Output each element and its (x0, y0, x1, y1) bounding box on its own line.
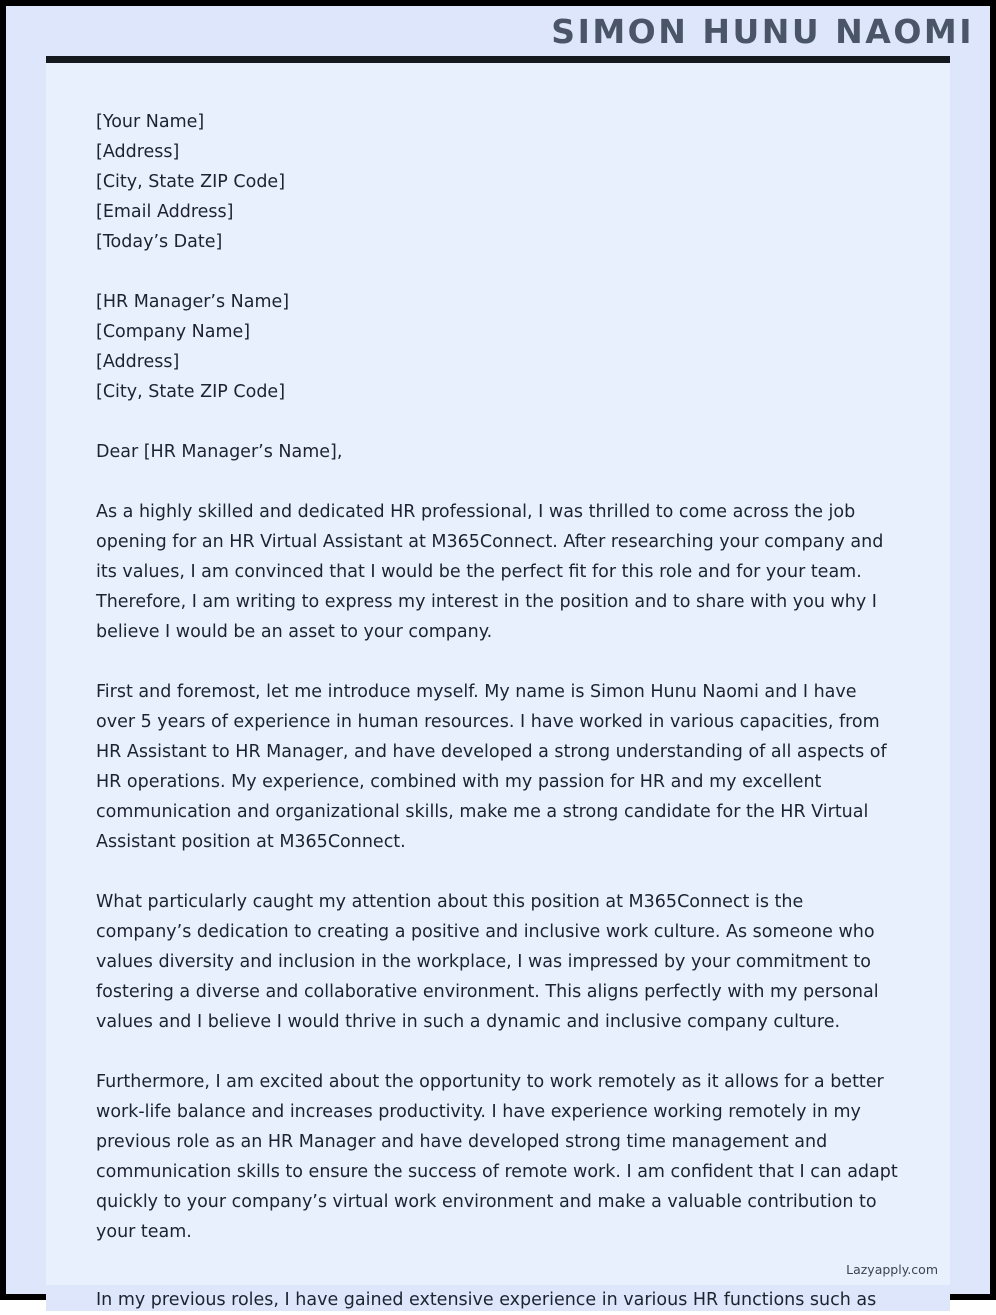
spacer (96, 257, 900, 287)
sender-line: [Address] (96, 142, 180, 162)
recipient-line: [HR Manager’s Name] (96, 292, 290, 312)
salutation: Dear [HR Manager’s Name], (96, 442, 343, 462)
paragraph-continued: In my previous roles, I have gained extensive experience in various HR functions such as (96, 1290, 877, 1310)
overflow-text-region (46, 1285, 950, 1311)
header-divider (46, 56, 950, 63)
recipient-line: [City, State ZIP Code] (96, 382, 286, 402)
recipient-line: [Company Name] (96, 322, 251, 342)
paragraph: As a highly skilled and dedicated HR professional, I was thrilled to come across the job opening for an HR Virtual Assistant at M365Connect. After researching your company and its values, I am convinced that I would be the perfect fit for this role and for your team. Therefore, I am writing to express my interest in the position and to share with you why I believe I would be an asset to your company. (96, 502, 884, 642)
cover-letter-body (46, 63, 950, 1285)
sender-line: [City, State ZIP Code] (96, 172, 286, 192)
page-title: SIMON HUNU NAOMI (551, 12, 974, 51)
recipient-line: [Address] (96, 352, 180, 372)
spacer (96, 467, 900, 497)
paragraph: First and foremost, let me introduce myself. My name is Simon Hunu Naomi and I have over 5 years of experience in human resources. I have worked in various capacities, from HR Assistant to HR Manager, and have developed a strong understanding of all aspects of HR operations. My experience, combined with my passion for HR and my excellent communication and organizational skills, make me a strong candidate for the HR Virtual Assistant position at M365Connect. (96, 682, 887, 852)
spacer (96, 1037, 900, 1067)
spacer (96, 857, 900, 887)
watermark-label: Lazyapply.com (846, 1262, 938, 1277)
sender-line: [Today’s Date] (96, 232, 223, 252)
sender-address-block (96, 107, 900, 257)
sender-line: [Your Name] (96, 112, 205, 132)
document-header (6, 6, 990, 52)
paragraph: Furthermore, I am excited about the opportunity to work remotely as it allows for a better work-life balance and increases productivity. I have experience working remotely in my previous role as an HR Manager and have developed strong time management and communication skills to ensure the success of remote work. I am confident that I can adapt quickly to your company’s virtual work environment and make a valuable contribution to your team. (96, 1072, 898, 1242)
spacer (96, 647, 900, 677)
page-background (6, 6, 990, 1310)
paragraph: What particularly caught my attention about this position at M365Connect is the company’s dedication to creating a positive and inclusive work culture. As someone who values diversity and inclusion in the workplace, I was impressed by your commitment to fostering a diverse and collaborative environment. This aligns perfectly with my personal values and I believe I would thrive in such a dynamic and inclusive company culture. (96, 892, 879, 1032)
recipient-address-block (96, 287, 900, 407)
spacer (96, 407, 900, 437)
sender-line: [Email Address] (96, 202, 234, 222)
